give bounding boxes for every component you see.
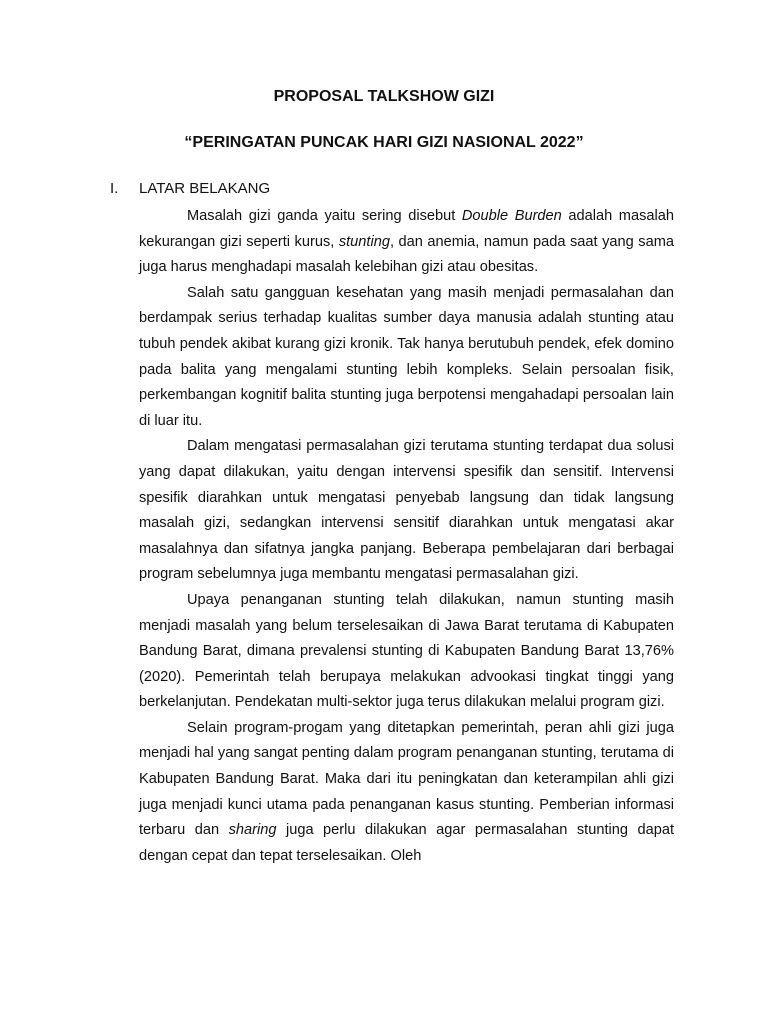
paragraph-text: Masalah gizi ganda yaitu sering disebut: [187, 208, 462, 224]
paragraph-text: , dan anemia, namun pada saat yang sama juga harus menghadapi masalah kelebihan gizi atau obesitas.: [139, 233, 674, 276]
paragraph-text: juga perlu dilakukan agar permasalahan stunting dapat dengan cepat dan tepat terselesaikan. Oleh: [139, 822, 674, 864]
paragraph: [139, 716, 674, 870]
paragraph: Upaya penanganan stunting telah dilakukan, namun stunting masih menjadi masalah yang belum terselesaikan di Jawa Barat terutama di Kabupaten Bandung Barat, dimana prevalensi stunting di Kabupaten Bandung Barat 13,76% (2020). Pemerintah telah berupaya melakukan advookasi tingkat tinggi yang berkelanjutan. Pendekatan multi-sektor juga terus dilakukan melalui program gizi.: [139, 591, 674, 711]
term-sharing: sharing: [228, 822, 277, 839]
paragraph: Salah satu gangguan kesehatan yang masih menjadi permasalahan dan berdampak serius terhadap kualitas sumber daya manusia adalah stunting atau tubuh pendek akibat kurang gizi kronik. Tak hanya berutubuh pendek, efek domino pada balita yang mengalami stunting lebih kompleks. Selain persoalan fisik, perkembangan kognitif balita stunting juga berpotensi mengahadapi persoalan lain di luar itu.: [139, 284, 674, 429]
document-subtitle: “PERINGATAN PUNCAK HARI GIZI NASIONAL 2022”: [184, 134, 584, 151]
section-heading: LATAR BELAKANG: [139, 180, 271, 197]
term-stunting: stunting: [338, 233, 390, 250]
document-title: PROPOSAL TALKSHOW GIZI: [273, 88, 495, 105]
paragraph-text: adalah masalah kekurangan gizi seperti kurus,: [139, 208, 674, 250]
section-number: I.: [110, 180, 119, 197]
paragraph: Dalam mengatasi permasalahan gizi terutama stunting terdapat dua solusi yang dapat dilakukan, yaitu dengan intervensi spesifik dan sensitif. Intervensi spesifik diarahkan untuk mengatasi penyebab langsung dan tidak langsung masalah gizi, sedangkan intervensi sensitif diarahkan untuk mengatasi akar masalahnya dan sifatnya jangka panjang. Beberapa pembelajaran dari berbagai program sebelumnya juga membantu mengatasi permasalahan gizi.: [139, 438, 674, 583]
paragraph: [139, 204, 674, 281]
section-body: [139, 204, 674, 869]
paragraph-text: Selain program-progam yang ditetapkan pemerintah, peran ahli gizi juga menjadi hal yang sangat penting dalam program penanganan stunting, terutama di Kabupaten Bandung Barat. Maka dari itu peningkatan dan keterampilan ahli gizi juga menjadi kunci utama pada penanganan kasus stunting. Pemberian informasi terbaru dan: [139, 719, 674, 839]
term-double-burden: Double Burden: [461, 208, 562, 224]
